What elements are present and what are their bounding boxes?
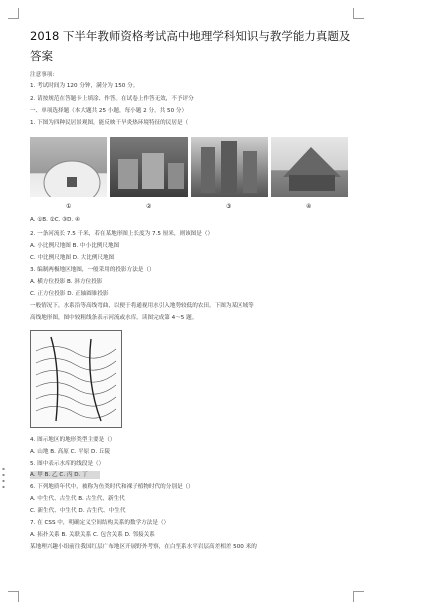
question-2: 2. 一条河流长 7.5 千米，若在某地形图上长度为 7.5 厘米，则该图是（）	[30, 231, 214, 237]
photo-igloo	[30, 137, 107, 197]
answer-options: A. 山地 B. 高原 C. 平原 D. 丘陵	[30, 449, 111, 455]
contour-map	[30, 330, 122, 428]
answer-options: C. 正方位投影 D. 正轴圆锥投影	[30, 291, 109, 297]
photo-label-1: ①	[66, 203, 72, 210]
document-title: 2018 下半年教师资格考试高中地理学科知识与教学能力真题及答案	[30, 29, 351, 63]
section-heading: 一、单项选择题（本大题共 25 小题，每小题 2 分，共 50 分）	[30, 108, 188, 114]
notice-line: 1. 考试时间为 120 分钟，满分为 150 分。	[30, 83, 139, 89]
question-6: 6. 下列地质年代中，被称为鱼类时代和裸子植物时代的分别是（）	[30, 484, 194, 490]
answer-options: A. 小比例尺地图 B. 中小比例尺地图	[30, 243, 120, 249]
answer-options: A. ①B. ②C. ③D. ④	[30, 217, 81, 223]
photo-label-2: ②	[146, 203, 152, 210]
passage-text: 某地理兴趣小组前往我国红层广布地区开展野外考察，在白垩系水平岩层高差相差 500 米的	[30, 544, 257, 550]
question-1: 1. 下图为四种民居景观图，能反映干旱炎热环境特征的民居是（	[30, 120, 189, 126]
photo-label-3: ③	[226, 203, 232, 210]
crop-mark-bottom-left	[8, 591, 19, 602]
sidebar-resize-handle[interactable]	[2, 466, 5, 492]
question-7: 7. 在 CSS 中，明确定义空间结构关系的数学方法是（）	[30, 520, 170, 526]
notice-heading: 注意事项:	[30, 72, 55, 78]
answer-options: A. 横方位投影 B. 斜方位投影	[30, 279, 103, 285]
crop-mark-bottom-right	[353, 591, 364, 602]
dwelling-photos	[30, 137, 348, 197]
photo-mud-towers	[191, 137, 268, 197]
passage-text: 一般情况下，水系沿等高线弯曲，以便于将通视用水引入地势较低的农田。下图为某区域等	[30, 303, 254, 309]
question-4: 4. 图示地区的地形类型主要是（）	[30, 437, 116, 443]
passage-text: 高线地形图，图中较粗线条表示河流或水库。读图完成第 4～5 题。	[30, 315, 198, 321]
answer-options: C. 新生代、中生代 D. 古生代、中生代	[30, 508, 126, 514]
question-5: 5. 图中表示水库的线段是（）	[30, 461, 105, 467]
photo-stone-houses	[110, 137, 187, 197]
crop-mark-top-right	[353, 8, 364, 19]
answer-options: C. 中比例尺地图 D. 大比例尺地图	[30, 255, 115, 261]
photo-thatched-hut	[271, 137, 348, 197]
answer-options: A. 中生代、古生代 B. 古生代、新生代	[30, 496, 125, 502]
answer-options-highlighted: A. 甲 B. 乙 C. 丙 D. 丁	[30, 471, 100, 479]
crop-mark-top-left	[8, 8, 19, 19]
notice-line: 2. 请按规范在答题卡上填涂、作答。在试卷上作答无效，不予评分	[30, 96, 194, 102]
answer-options: A. 拓扑关系 B. 关联关系 C. 包含关系 D. 邻接关系	[30, 532, 155, 538]
photo-label-4: ④	[306, 203, 312, 210]
question-3: 3. 编制两极地区地图，一般采用的投影方法是（）	[30, 267, 155, 273]
photo-labels	[30, 203, 348, 211]
